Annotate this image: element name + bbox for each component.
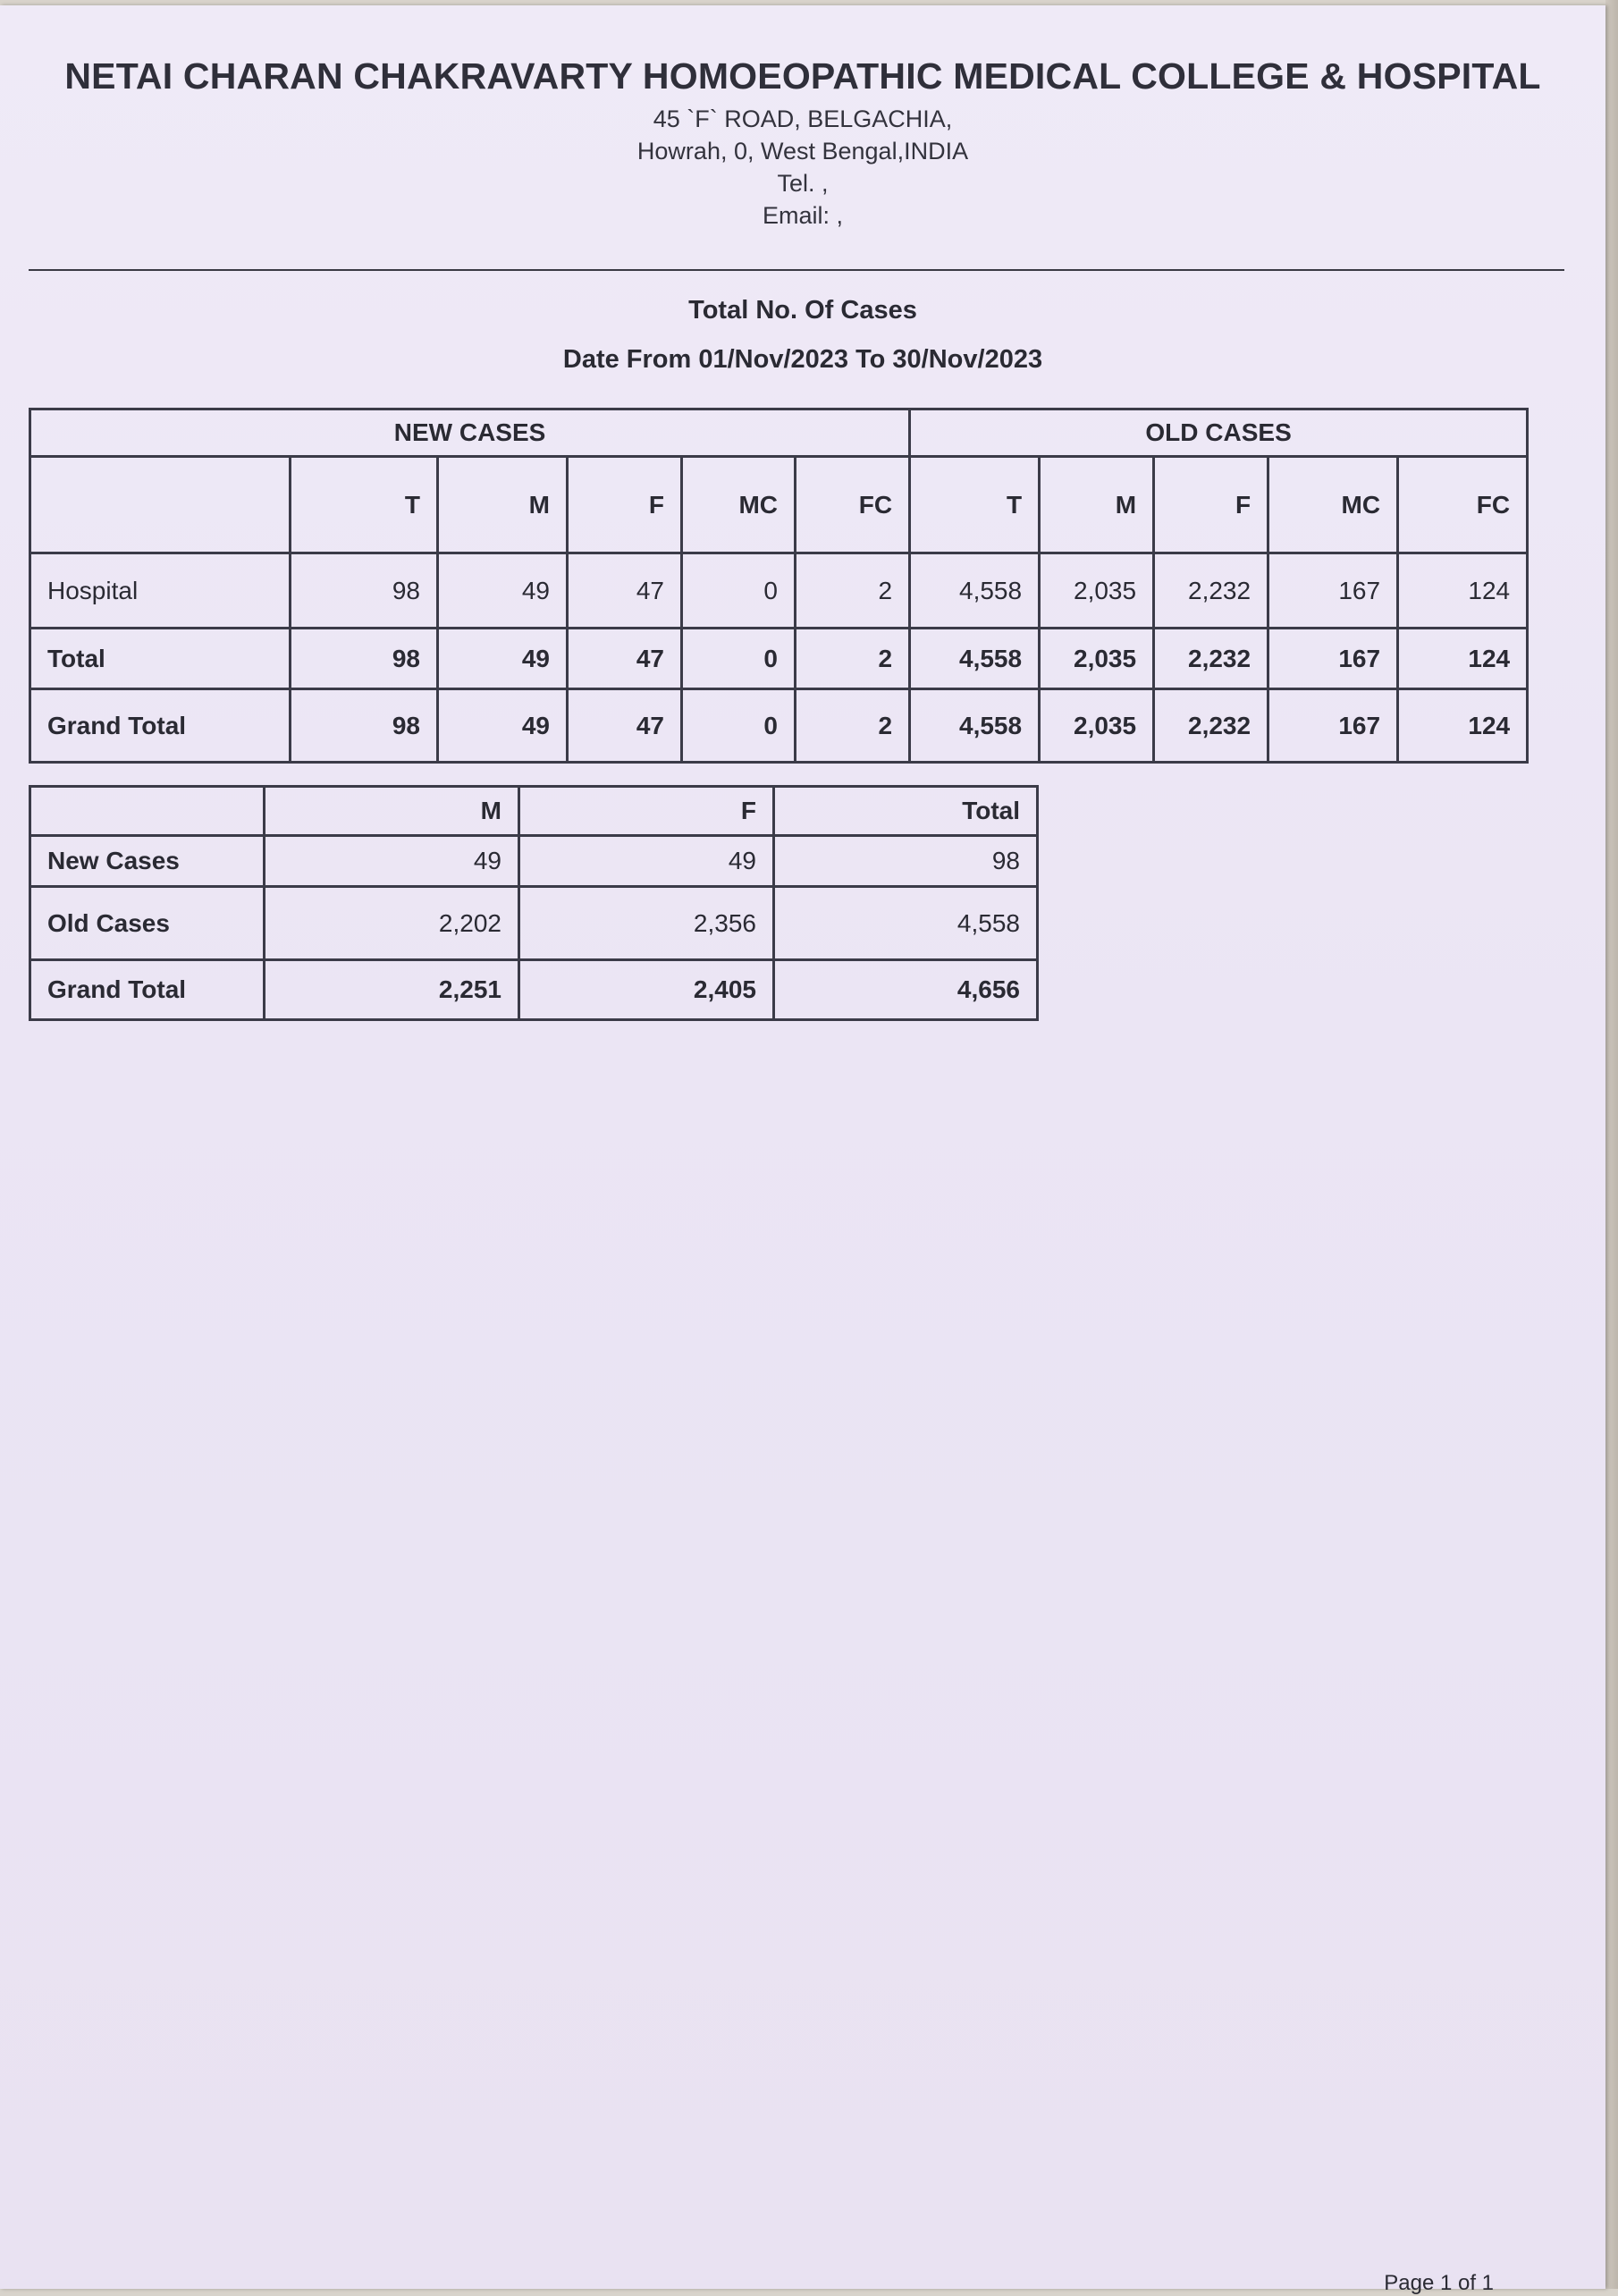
address-line-1: 45 `F` ROAD, BELGACHIA, [653,106,953,132]
summary-header-row [30,787,1038,836]
table-cell: 2,232 [1154,629,1268,689]
table-cell: 167 [1268,553,1398,629]
table-cell: 47 [568,689,682,763]
table-cell: 2,202 [265,887,519,960]
table-cell: 49 [438,689,568,763]
row-label: Total [30,629,291,689]
table-cell: 2,035 [1040,553,1154,629]
table-cell: 2,232 [1154,689,1268,763]
table-cell: 47 [568,629,682,689]
report-title: Total No. Of Cases [688,296,917,325]
column-header: M [1040,457,1154,553]
table-cell: 167 [1268,629,1398,689]
table-cell: 2,035 [1040,689,1154,763]
column-header: F [519,787,774,836]
scan-background-edge [1605,0,1618,2289]
table-cell: 2 [796,629,910,689]
table-cell: 49 [438,629,568,689]
page-number: Page 1 of 1 [1384,2271,1494,2295]
row-label: Grand Total [30,960,265,1020]
table-cell: 2,356 [519,887,774,960]
column-header-row [30,457,1528,553]
column-header: F [1154,457,1268,553]
table-cell: 98 [774,836,1038,887]
row-label: New Cases [30,836,265,887]
institution-name: NETAI CHARAN CHAKRAVARTY HOMOEOPATHIC MEDICAL COLLEGE & HOSPITAL [64,55,1541,97]
table-cell: 0 [682,629,796,689]
table-cell: 0 [682,553,796,629]
table-cell: 2 [796,689,910,763]
table-cell: 4,558 [910,629,1040,689]
table-cell: 49 [438,553,568,629]
document-page [0,5,1605,2295]
table-cell: 98 [291,553,438,629]
table-row-total [30,629,1528,689]
telephone: Tel. , [777,170,829,197]
table-row [30,887,1038,960]
table-row-grand-total [30,960,1038,1020]
row-label: Old Cases [30,887,265,960]
table-cell: 167 [1268,689,1398,763]
column-header: Total [774,787,1038,836]
table-cell: 2,251 [265,960,519,1020]
table-cell: 4,558 [774,887,1038,960]
cases-table [29,408,1529,764]
table-cell: 124 [1398,553,1528,629]
table-cell: 98 [291,629,438,689]
table-cell: 47 [568,553,682,629]
header-divider [29,269,1564,271]
address-line-2: Howrah, 0, West Bengal,INDIA [636,138,969,165]
table-cell: 2 [796,553,910,629]
table-row [30,553,1528,629]
table-cell: 49 [265,836,519,887]
table-cell: 4,558 [910,553,1040,629]
column-header: MC [1268,457,1398,553]
header-blank-cell [30,457,291,553]
header-blank-cell [30,787,265,836]
table-row [30,836,1038,887]
table-cell: 49 [519,836,774,887]
column-header: FC [796,457,910,553]
table-cell: 98 [291,689,438,763]
column-header: MC [682,457,796,553]
table-cell: 2,405 [519,960,774,1020]
row-label: Grand Total [30,689,291,763]
table-row-grand-total [30,689,1528,763]
group-header-row [30,409,1528,457]
table-cell: 124 [1398,629,1528,689]
table-cell: 4,558 [910,689,1040,763]
table-cell: 2,232 [1154,553,1268,629]
column-header: T [910,457,1040,553]
group-header-old-cases: OLD CASES [910,409,1528,457]
report-date-range: Date From 01/Nov/2023 To 30/Nov/2023 [562,345,1043,374]
summary-table [29,785,1039,1021]
row-label: Hospital [30,553,291,629]
table-cell: 124 [1398,689,1528,763]
column-header: FC [1398,457,1528,553]
group-header-new-cases: NEW CASES [30,409,910,457]
column-header: T [291,457,438,553]
column-header: F [568,457,682,553]
column-header: M [438,457,568,553]
email: Email: , [762,202,844,229]
table-cell: 0 [682,689,796,763]
column-header: M [265,787,519,836]
table-cell: 4,656 [774,960,1038,1020]
table-cell: 2,035 [1040,629,1154,689]
